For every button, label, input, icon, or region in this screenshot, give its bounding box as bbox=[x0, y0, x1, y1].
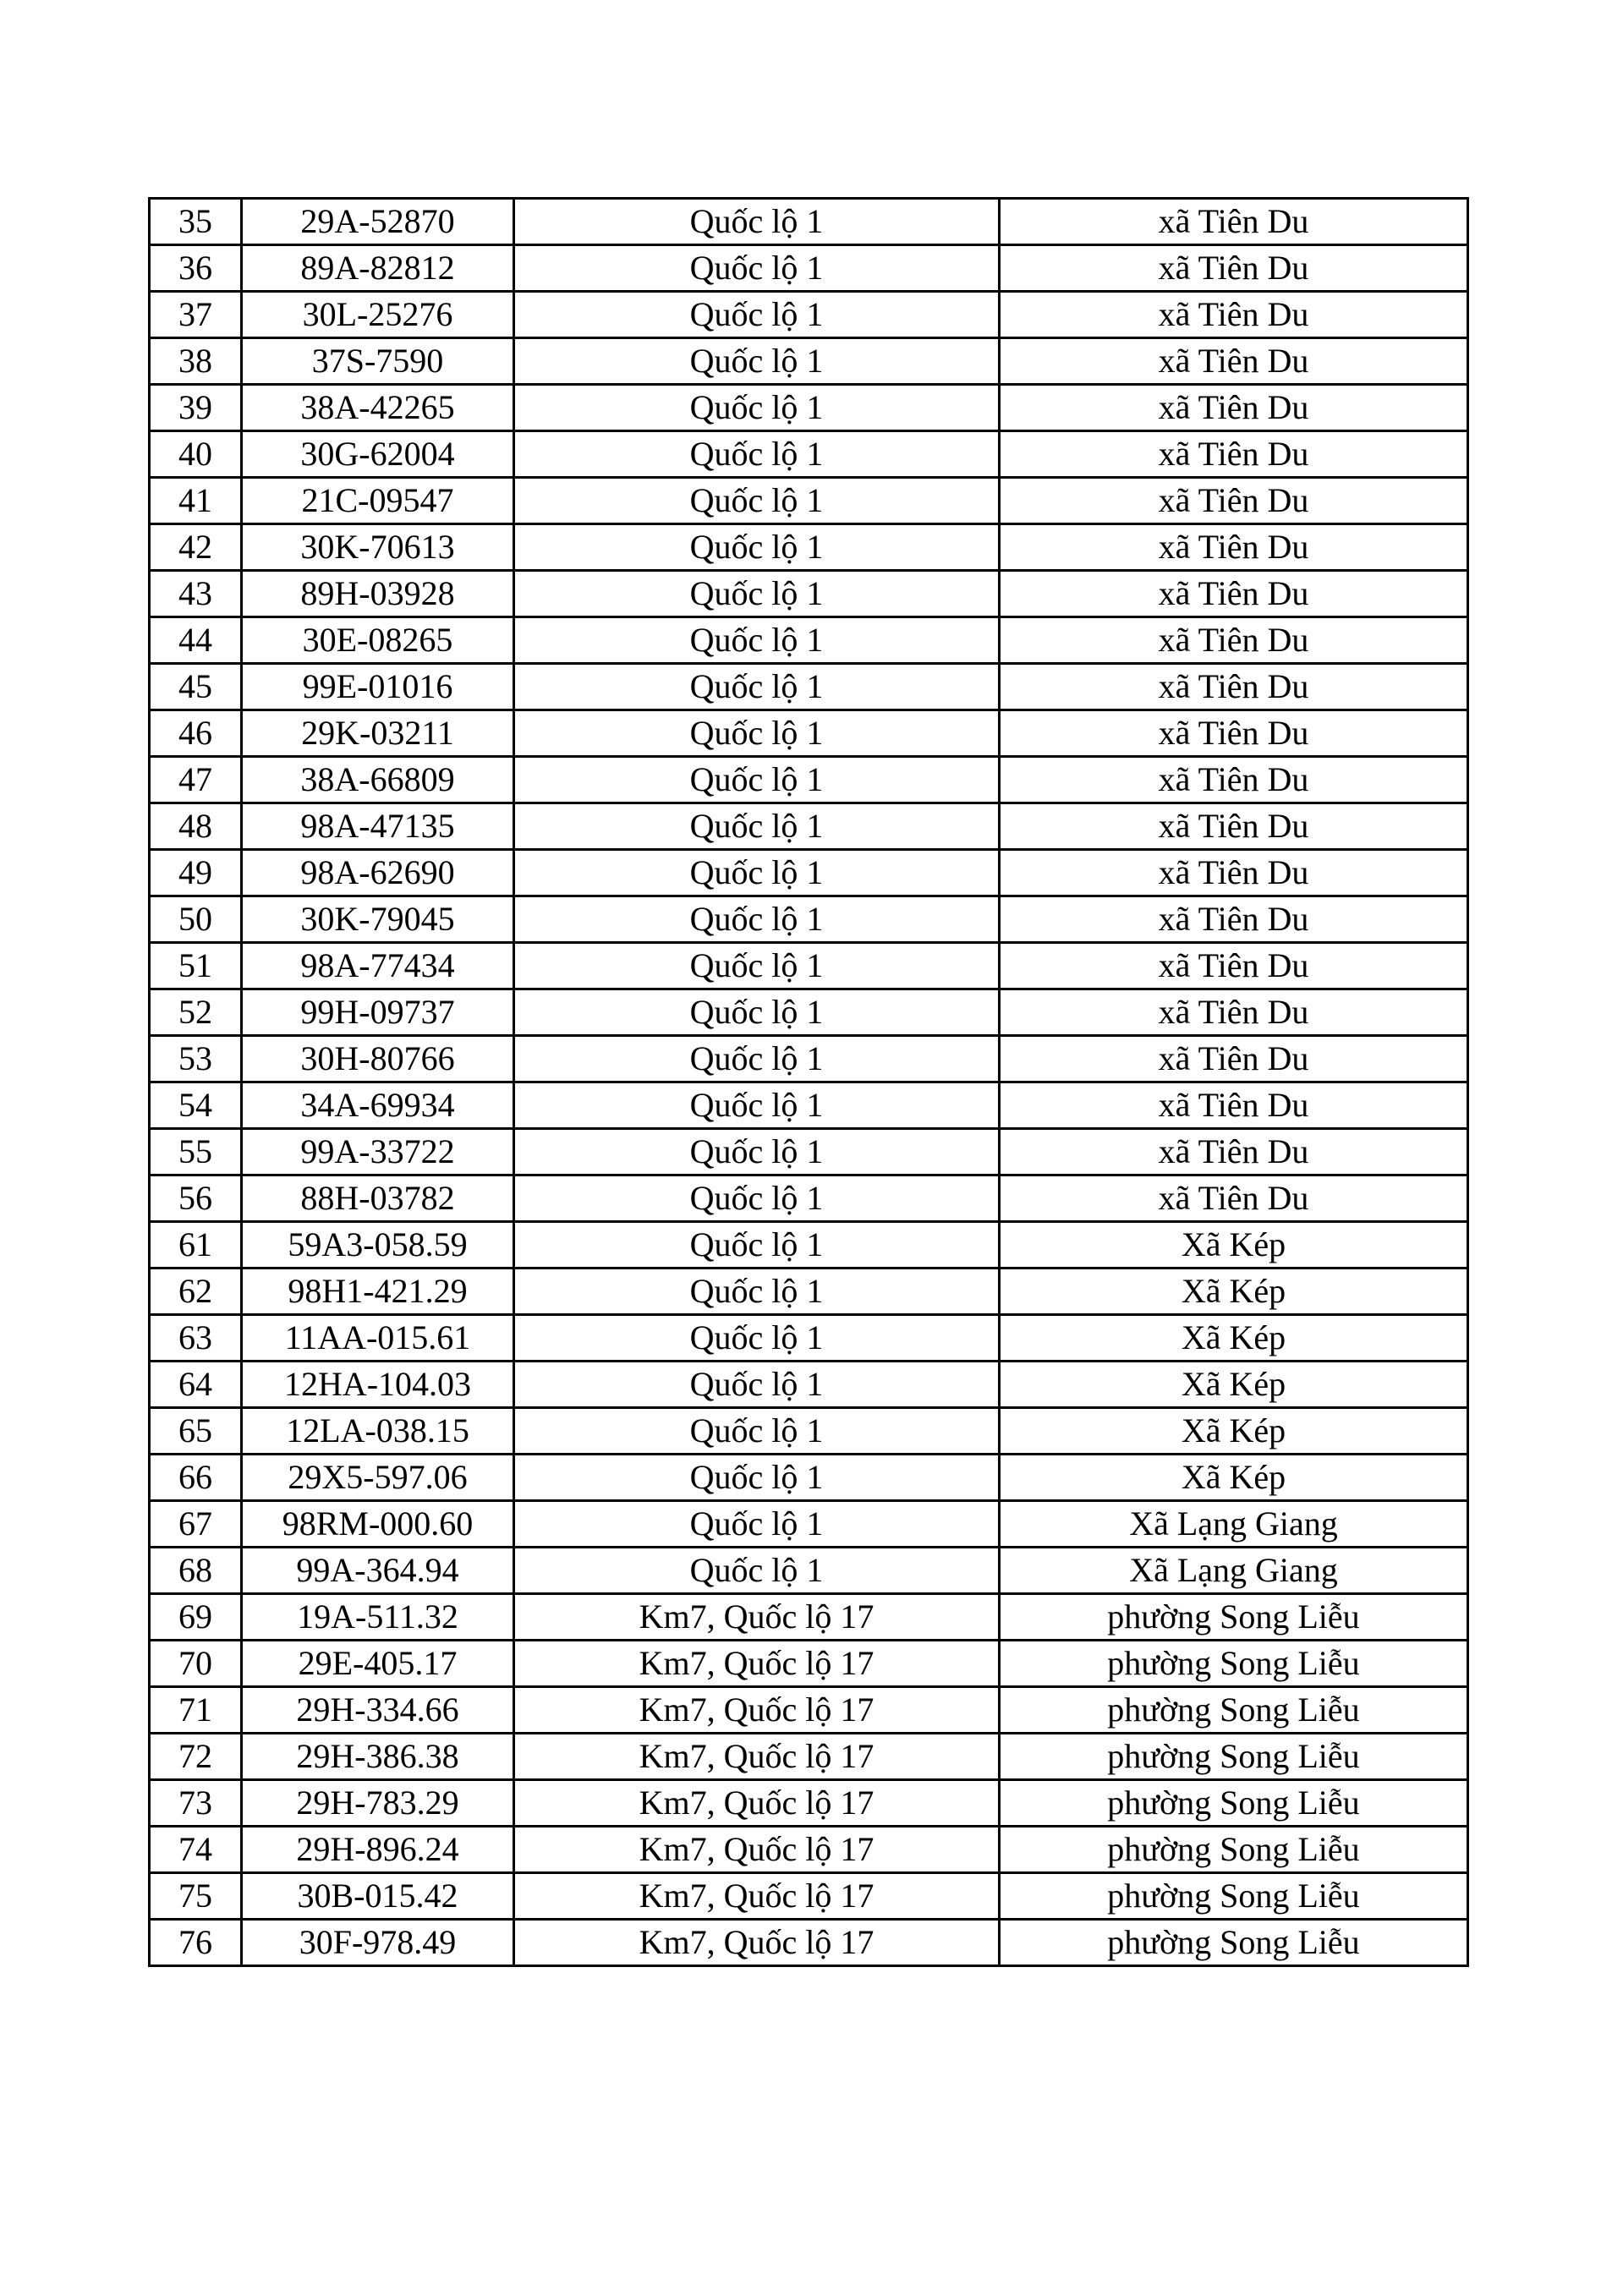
license-plate-cell: 37S-7590 bbox=[242, 338, 514, 385]
table-row bbox=[150, 1827, 1468, 1873]
administrative-area-cell: xã Tiên Du bbox=[1000, 1036, 1468, 1082]
road-location-cell: Quốc lộ 1 bbox=[514, 803, 1000, 850]
row-number-cell: 39 bbox=[150, 385, 242, 431]
row-number-cell: 37 bbox=[150, 292, 242, 338]
license-plate-cell: 30H-80766 bbox=[242, 1036, 514, 1082]
row-number-cell: 51 bbox=[150, 943, 242, 989]
row-number-cell: 50 bbox=[150, 896, 242, 943]
road-location-cell: Quốc lộ 1 bbox=[514, 199, 1000, 245]
road-location-cell: Quốc lộ 1 bbox=[514, 524, 1000, 571]
road-location-cell: Quốc lộ 1 bbox=[514, 245, 1000, 292]
row-number-cell: 71 bbox=[150, 1687, 242, 1734]
license-plate-cell: 99A-33722 bbox=[242, 1129, 514, 1175]
license-plate-cell: 98A-77434 bbox=[242, 943, 514, 989]
administrative-area-cell: xã Tiên Du bbox=[1000, 1175, 1468, 1222]
row-number-cell: 68 bbox=[150, 1548, 242, 1594]
license-plate-cell: 29K-03211 bbox=[242, 710, 514, 757]
table-row bbox=[150, 989, 1468, 1036]
administrative-area-cell: xã Tiên Du bbox=[1000, 571, 1468, 617]
administrative-area-cell: phường Song Liễu bbox=[1000, 1687, 1468, 1734]
table-row bbox=[150, 338, 1468, 385]
road-location-cell: Quốc lộ 1 bbox=[514, 1082, 1000, 1129]
row-number-cell: 45 bbox=[150, 664, 242, 710]
license-plate-cell: 30F-978.49 bbox=[242, 1920, 514, 1966]
license-plate-cell: 30K-79045 bbox=[242, 896, 514, 943]
row-number-cell: 54 bbox=[150, 1082, 242, 1129]
row-number-cell: 73 bbox=[150, 1780, 242, 1827]
row-number-cell: 76 bbox=[150, 1920, 242, 1966]
license-plate-cell: 29H-896.24 bbox=[242, 1827, 514, 1873]
road-location-cell: Quốc lộ 1 bbox=[514, 338, 1000, 385]
table-body bbox=[150, 199, 1468, 1966]
table-row bbox=[150, 385, 1468, 431]
license-plate-cell: 19A-511.32 bbox=[242, 1594, 514, 1641]
table-row bbox=[150, 1455, 1468, 1501]
row-number-cell: 55 bbox=[150, 1129, 242, 1175]
administrative-area-cell: Xã Kép bbox=[1000, 1222, 1468, 1269]
license-plate-cell: 98H1-421.29 bbox=[242, 1269, 514, 1315]
table-row bbox=[150, 292, 1468, 338]
administrative-area-cell: xã Tiên Du bbox=[1000, 431, 1468, 478]
row-number-cell: 72 bbox=[150, 1734, 242, 1780]
license-plate-cell: 98A-62690 bbox=[242, 850, 514, 896]
administrative-area-cell: xã Tiên Du bbox=[1000, 385, 1468, 431]
table-row bbox=[150, 850, 1468, 896]
table-row bbox=[150, 1222, 1468, 1269]
license-plate-cell: 12LA-038.15 bbox=[242, 1408, 514, 1455]
row-number-cell: 65 bbox=[150, 1408, 242, 1455]
table-row bbox=[150, 1873, 1468, 1920]
administrative-area-cell: xã Tiên Du bbox=[1000, 757, 1468, 803]
row-number-cell: 38 bbox=[150, 338, 242, 385]
road-location-cell: Km7, Quốc lộ 17 bbox=[514, 1827, 1000, 1873]
administrative-area-cell: xã Tiên Du bbox=[1000, 710, 1468, 757]
table-row bbox=[150, 245, 1468, 292]
row-number-cell: 67 bbox=[150, 1501, 242, 1548]
road-location-cell: Quốc lộ 1 bbox=[514, 850, 1000, 896]
row-number-cell: 52 bbox=[150, 989, 242, 1036]
table-row bbox=[150, 1920, 1468, 1966]
license-plate-cell: 29X5-597.06 bbox=[242, 1455, 514, 1501]
road-location-cell: Quốc lộ 1 bbox=[514, 896, 1000, 943]
table-row bbox=[150, 1315, 1468, 1362]
administrative-area-cell: Xã Kép bbox=[1000, 1362, 1468, 1408]
license-plate-cell: 59A3-058.59 bbox=[242, 1222, 514, 1269]
row-number-cell: 44 bbox=[150, 617, 242, 664]
vehicle-violation-table bbox=[148, 197, 1469, 1967]
row-number-cell: 53 bbox=[150, 1036, 242, 1082]
administrative-area-cell: phường Song Liễu bbox=[1000, 1594, 1468, 1641]
table-row bbox=[150, 524, 1468, 571]
table-row bbox=[150, 1687, 1468, 1734]
license-plate-cell: 29H-386.38 bbox=[242, 1734, 514, 1780]
table-row bbox=[150, 1641, 1468, 1687]
road-location-cell: Km7, Quốc lộ 17 bbox=[514, 1594, 1000, 1641]
road-location-cell: Quốc lộ 1 bbox=[514, 664, 1000, 710]
administrative-area-cell: xã Tiên Du bbox=[1000, 338, 1468, 385]
administrative-area-cell: phường Song Liễu bbox=[1000, 1827, 1468, 1873]
row-number-cell: 70 bbox=[150, 1641, 242, 1687]
administrative-area-cell: Xã Kép bbox=[1000, 1315, 1468, 1362]
table-row bbox=[150, 1362, 1468, 1408]
table-row bbox=[150, 1548, 1468, 1594]
table-row bbox=[150, 1734, 1468, 1780]
road-location-cell: Quốc lộ 1 bbox=[514, 292, 1000, 338]
road-location-cell: Quốc lộ 1 bbox=[514, 1362, 1000, 1408]
road-location-cell: Quốc lộ 1 bbox=[514, 1222, 1000, 1269]
license-plate-cell: 99A-364.94 bbox=[242, 1548, 514, 1594]
row-number-cell: 61 bbox=[150, 1222, 242, 1269]
administrative-area-cell: Xã Kép bbox=[1000, 1455, 1468, 1501]
license-plate-cell: 98A-47135 bbox=[242, 803, 514, 850]
row-number-cell: 48 bbox=[150, 803, 242, 850]
row-number-cell: 41 bbox=[150, 478, 242, 524]
table-row bbox=[150, 1780, 1468, 1827]
administrative-area-cell: xã Tiên Du bbox=[1000, 803, 1468, 850]
table-row bbox=[150, 431, 1468, 478]
administrative-area-cell: phường Song Liễu bbox=[1000, 1734, 1468, 1780]
table-row bbox=[150, 617, 1468, 664]
road-location-cell: Km7, Quốc lộ 17 bbox=[514, 1873, 1000, 1920]
license-plate-cell: 11AA-015.61 bbox=[242, 1315, 514, 1362]
road-location-cell: Quốc lộ 1 bbox=[514, 1269, 1000, 1315]
administrative-area-cell: xã Tiên Du bbox=[1000, 989, 1468, 1036]
road-location-cell: Quốc lộ 1 bbox=[514, 710, 1000, 757]
road-location-cell: Quốc lộ 1 bbox=[514, 431, 1000, 478]
administrative-area-cell: xã Tiên Du bbox=[1000, 664, 1468, 710]
license-plate-cell: 34A-69934 bbox=[242, 1082, 514, 1129]
row-number-cell: 62 bbox=[150, 1269, 242, 1315]
road-location-cell: Km7, Quốc lộ 17 bbox=[514, 1920, 1000, 1966]
license-plate-cell: 12HA-104.03 bbox=[242, 1362, 514, 1408]
table-row bbox=[150, 1269, 1468, 1315]
administrative-area-cell: xã Tiên Du bbox=[1000, 1082, 1468, 1129]
administrative-area-cell: xã Tiên Du bbox=[1000, 478, 1468, 524]
road-location-cell: Quốc lộ 1 bbox=[514, 757, 1000, 803]
administrative-area-cell: xã Tiên Du bbox=[1000, 850, 1468, 896]
row-number-cell: 66 bbox=[150, 1455, 242, 1501]
row-number-cell: 64 bbox=[150, 1362, 242, 1408]
administrative-area-cell: Xã Lạng Giang bbox=[1000, 1501, 1468, 1548]
license-plate-cell: 30E-08265 bbox=[242, 617, 514, 664]
road-location-cell: Quốc lộ 1 bbox=[514, 1501, 1000, 1548]
administrative-area-cell: Xã Kép bbox=[1000, 1269, 1468, 1315]
row-number-cell: 46 bbox=[150, 710, 242, 757]
road-location-cell: Quốc lộ 1 bbox=[514, 943, 1000, 989]
administrative-area-cell: phường Song Liễu bbox=[1000, 1780, 1468, 1827]
table-row bbox=[150, 1036, 1468, 1082]
row-number-cell: 69 bbox=[150, 1594, 242, 1641]
row-number-cell: 43 bbox=[150, 571, 242, 617]
license-plate-cell: 89H-03928 bbox=[242, 571, 514, 617]
table-row bbox=[150, 1082, 1468, 1129]
road-location-cell: Km7, Quốc lộ 17 bbox=[514, 1687, 1000, 1734]
table-row bbox=[150, 943, 1468, 989]
administrative-area-cell: phường Song Liễu bbox=[1000, 1641, 1468, 1687]
row-number-cell: 36 bbox=[150, 245, 242, 292]
road-location-cell: Quốc lộ 1 bbox=[514, 571, 1000, 617]
road-location-cell: Quốc lộ 1 bbox=[514, 1455, 1000, 1501]
administrative-area-cell: Xã Kép bbox=[1000, 1408, 1468, 1455]
license-plate-cell: 99E-01016 bbox=[242, 664, 514, 710]
administrative-area-cell: xã Tiên Du bbox=[1000, 896, 1468, 943]
license-plate-cell: 30B-015.42 bbox=[242, 1873, 514, 1920]
license-plate-cell: 89A-82812 bbox=[242, 245, 514, 292]
road-location-cell: Quốc lộ 1 bbox=[514, 1129, 1000, 1175]
road-location-cell: Quốc lộ 1 bbox=[514, 1408, 1000, 1455]
administrative-area-cell: xã Tiên Du bbox=[1000, 524, 1468, 571]
administrative-area-cell: xã Tiên Du bbox=[1000, 245, 1468, 292]
road-location-cell: Km7, Quốc lộ 17 bbox=[514, 1734, 1000, 1780]
road-location-cell: Quốc lộ 1 bbox=[514, 385, 1000, 431]
table-row bbox=[150, 1594, 1468, 1641]
table-row bbox=[150, 710, 1468, 757]
administrative-area-cell: Xã Lạng Giang bbox=[1000, 1548, 1468, 1594]
license-plate-cell: 38A-66809 bbox=[242, 757, 514, 803]
road-location-cell: Quốc lộ 1 bbox=[514, 989, 1000, 1036]
table-row bbox=[150, 664, 1468, 710]
table-row bbox=[150, 1501, 1468, 1548]
row-number-cell: 42 bbox=[150, 524, 242, 571]
row-number-cell: 63 bbox=[150, 1315, 242, 1362]
license-plate-cell: 29E-405.17 bbox=[242, 1641, 514, 1687]
license-plate-cell: 29H-334.66 bbox=[242, 1687, 514, 1734]
table-row bbox=[150, 478, 1468, 524]
administrative-area-cell: xã Tiên Du bbox=[1000, 199, 1468, 245]
license-plate-cell: 88H-03782 bbox=[242, 1175, 514, 1222]
license-plate-cell: 98RM-000.60 bbox=[242, 1501, 514, 1548]
road-location-cell: Quốc lộ 1 bbox=[514, 1315, 1000, 1362]
row-number-cell: 75 bbox=[150, 1873, 242, 1920]
table-row bbox=[150, 757, 1468, 803]
table-row bbox=[150, 1408, 1468, 1455]
table-row bbox=[150, 199, 1468, 245]
row-number-cell: 35 bbox=[150, 199, 242, 245]
road-location-cell: Quốc lộ 1 bbox=[514, 1175, 1000, 1222]
license-plate-cell: 30G-62004 bbox=[242, 431, 514, 478]
table-row bbox=[150, 896, 1468, 943]
road-location-cell: Quốc lộ 1 bbox=[514, 1548, 1000, 1594]
table-row bbox=[150, 803, 1468, 850]
row-number-cell: 40 bbox=[150, 431, 242, 478]
table-row bbox=[150, 571, 1468, 617]
road-location-cell: Km7, Quốc lộ 17 bbox=[514, 1641, 1000, 1687]
license-plate-cell: 38A-42265 bbox=[242, 385, 514, 431]
license-plate-cell: 30L-25276 bbox=[242, 292, 514, 338]
administrative-area-cell: xã Tiên Du bbox=[1000, 292, 1468, 338]
table-row bbox=[150, 1129, 1468, 1175]
road-location-cell: Quốc lộ 1 bbox=[514, 478, 1000, 524]
row-number-cell: 74 bbox=[150, 1827, 242, 1873]
license-plate-cell: 29H-783.29 bbox=[242, 1780, 514, 1827]
table-row bbox=[150, 1175, 1468, 1222]
administrative-area-cell: xã Tiên Du bbox=[1000, 943, 1468, 989]
license-plate-cell: 99H-09737 bbox=[242, 989, 514, 1036]
row-number-cell: 49 bbox=[150, 850, 242, 896]
administrative-area-cell: xã Tiên Du bbox=[1000, 617, 1468, 664]
row-number-cell: 47 bbox=[150, 757, 242, 803]
license-plate-cell: 30K-70613 bbox=[242, 524, 514, 571]
row-number-cell: 56 bbox=[150, 1175, 242, 1222]
road-location-cell: Km7, Quốc lộ 17 bbox=[514, 1780, 1000, 1827]
license-plate-cell: 21C-09547 bbox=[242, 478, 514, 524]
administrative-area-cell: phường Song Liễu bbox=[1000, 1920, 1468, 1966]
administrative-area-cell: phường Song Liễu bbox=[1000, 1873, 1468, 1920]
license-plate-cell: 29A-52870 bbox=[242, 199, 514, 245]
road-location-cell: Quốc lộ 1 bbox=[514, 1036, 1000, 1082]
administrative-area-cell: xã Tiên Du bbox=[1000, 1129, 1468, 1175]
road-location-cell: Quốc lộ 1 bbox=[514, 617, 1000, 664]
